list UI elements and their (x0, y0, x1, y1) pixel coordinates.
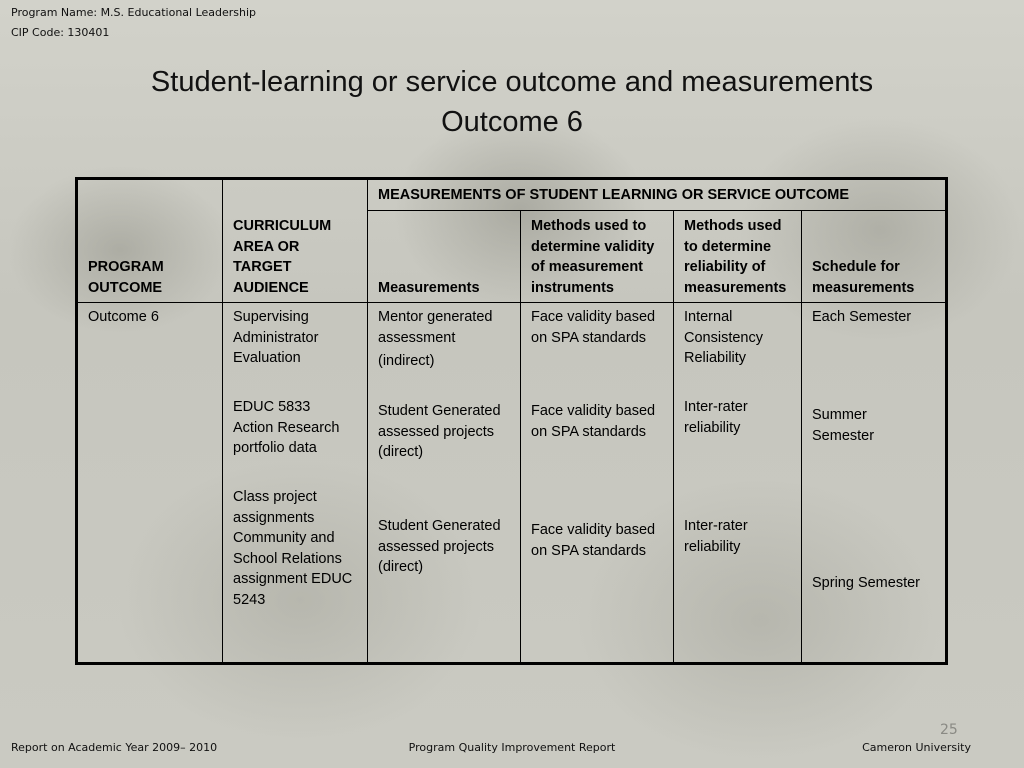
header-measurements-group: MEASUREMENTS OF STUDENT LEARNING OR SERVICE OUTCOME (368, 179, 947, 211)
header-program-outcome (77, 179, 223, 303)
cell-text: reliability (684, 538, 741, 555)
curriculum-item (233, 487, 357, 610)
cell-reliability (674, 303, 802, 664)
schedule-item (812, 307, 935, 405)
header-text: to determine (684, 238, 772, 255)
cell-text: Face validity based (531, 403, 656, 419)
reliability-item (684, 307, 791, 397)
validity-item (531, 307, 663, 401)
cell-text: Consistency (684, 329, 763, 346)
cell-text: reliability (684, 419, 741, 436)
header-reliability (674, 211, 802, 303)
cell-text: Face validity based (531, 309, 656, 325)
cell-text: (direct) (378, 444, 424, 460)
header-text: reliability of (684, 259, 766, 275)
table-row (77, 303, 947, 664)
page-number: 25 (940, 722, 958, 738)
title-line-1: Student-learning or service outcome and measurements (150, 66, 874, 98)
cell-text: assessment (378, 329, 456, 346)
curriculum-item (233, 307, 357, 397)
cell-text: EDUC 5833 (233, 399, 311, 415)
cell-text: Spring Semester (812, 575, 920, 591)
header-text: determine validity (531, 238, 655, 255)
cell-text: assessed projects (378, 538, 495, 555)
cell-text: portfolio data (233, 440, 317, 456)
validity-item (531, 401, 663, 520)
header-text: Methods used to (531, 218, 647, 234)
measurement-item (378, 307, 510, 351)
cell-text: assessed projects (378, 423, 495, 440)
header-measurements: Measurements (368, 211, 521, 303)
cell-schedule (802, 303, 947, 664)
header-text: Schedule for (812, 259, 900, 275)
title-line-2: Outcome 6 (441, 106, 583, 138)
cell-text: assignment EDUC (233, 571, 353, 587)
header-schedule (802, 211, 947, 303)
validity-item (531, 520, 663, 561)
header-text: CURRICULUM (233, 218, 332, 234)
program-name: Program Name: M.S. Educational Leadership (11, 6, 257, 19)
header-text: instruments (531, 279, 614, 296)
header-curriculum (223, 179, 368, 303)
cell-text: assignments (233, 509, 315, 526)
measurement-item (378, 351, 510, 401)
cell-text: Internal (684, 309, 733, 325)
cell-curriculum (223, 303, 368, 664)
cell-text: Student Generated (378, 518, 501, 534)
cell-text: Community and (233, 530, 335, 546)
cip-code: CIP Code: 130401 (11, 26, 110, 39)
cell-text: Action Research (233, 419, 340, 436)
cell-text: 5243 (233, 591, 266, 608)
footer-center: Program Quality Improvement Report (408, 741, 616, 754)
curriculum-item (233, 397, 357, 487)
cell-text: Supervising (233, 309, 309, 325)
header-text: AUDIENCE (233, 279, 309, 296)
header-text: of measurement (531, 259, 644, 275)
header-text: measurements (684, 279, 787, 296)
cell-text: School Relations (233, 550, 342, 567)
outcome-table (75, 177, 948, 665)
cell-text: Student Generated (378, 403, 501, 419)
cell-validity (521, 303, 674, 664)
footer-right: Cameron University (862, 741, 971, 754)
cell-text: Class project (233, 489, 317, 505)
reliability-item (684, 516, 791, 557)
slide-title (0, 62, 1024, 142)
cell-text: Summer (812, 407, 867, 423)
reliability-item (684, 397, 791, 516)
cell-text: Semester (812, 427, 875, 444)
header-text: PROGRAM (88, 259, 164, 275)
schedule-item (812, 405, 935, 573)
header-text: measurements (812, 279, 915, 296)
header-text: AREA OR TARGET (233, 238, 300, 275)
cell-text: (direct) (378, 559, 424, 575)
cell-text: (indirect) (378, 353, 435, 369)
table-group-header-row (77, 179, 947, 211)
cell-text: on SPA standards (531, 423, 647, 440)
header-text: Methods used (684, 218, 782, 234)
measurement-item (378, 516, 510, 578)
header-validity (521, 211, 674, 303)
cell-text: Administrator (233, 329, 319, 346)
footer-left: Report on Academic Year 2009– 2010 (11, 741, 218, 754)
header-text: OUTCOME (88, 279, 163, 296)
cell-text: Inter-rater (684, 518, 748, 534)
cell-text: Face validity based (531, 522, 656, 538)
cell-text: on SPA standards (531, 329, 647, 346)
cell-measurements (368, 303, 521, 664)
cell-text: Evaluation (233, 350, 301, 366)
cell-text: Reliability (684, 350, 747, 366)
schedule-item (812, 573, 935, 594)
cell-text: Each Semester (812, 309, 912, 325)
cell-text: on SPA standards (531, 542, 647, 559)
cell-outcome: Outcome 6 (77, 303, 223, 664)
cell-text: Mentor generated (378, 309, 493, 325)
cell-text: Inter-rater (684, 399, 748, 415)
measurement-item (378, 401, 510, 516)
